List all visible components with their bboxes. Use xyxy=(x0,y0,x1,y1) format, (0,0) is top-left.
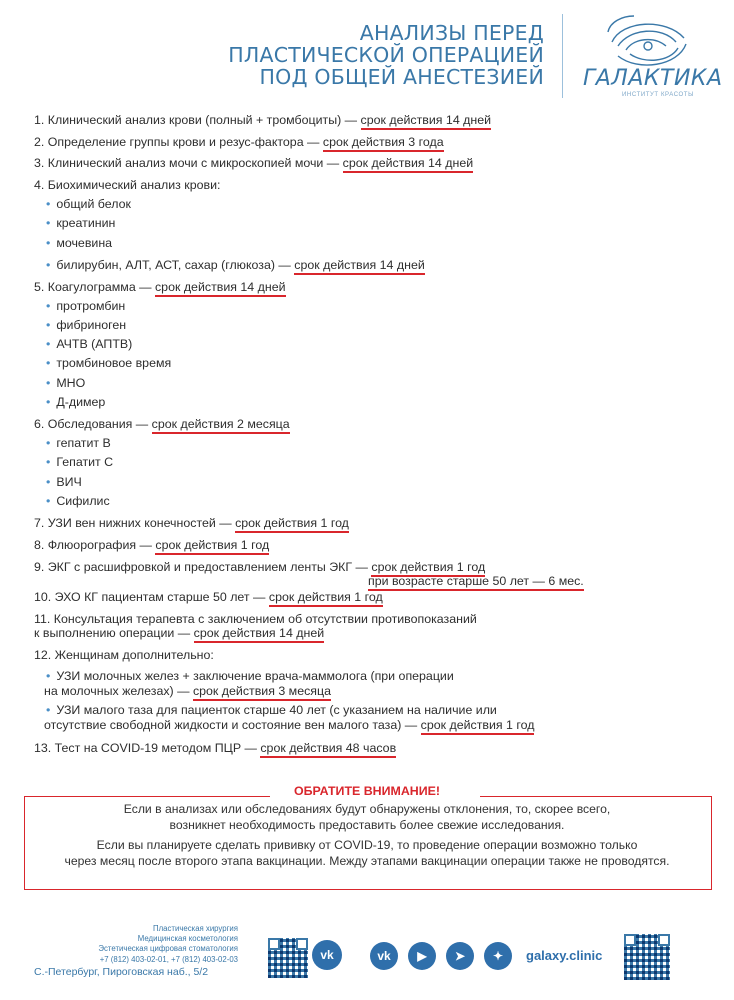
list-item-text: ВИЧ xyxy=(56,475,82,489)
youtube-icon[interactable]: ▶ xyxy=(408,942,436,970)
list-item xyxy=(46,669,454,683)
list-item-text: на молочных железах) — xyxy=(44,684,193,698)
validity-period: срок действия 3 года xyxy=(323,135,444,152)
validity-period: срок действия 14 дней xyxy=(294,258,425,275)
logo-subtitle: ИНСТИТУТ КРАСОТЫ xyxy=(622,92,694,98)
bullet-icon: • xyxy=(46,395,51,409)
bullet-icon: • xyxy=(46,216,51,230)
list-item xyxy=(368,574,584,588)
list-item xyxy=(34,590,383,604)
list-item xyxy=(34,538,269,552)
star-icon[interactable]: ✦ xyxy=(484,942,512,970)
bullet-icon: • xyxy=(46,436,51,450)
bullet-icon: • xyxy=(46,455,51,469)
bullet-icon: • xyxy=(46,337,51,351)
list-item xyxy=(46,455,113,469)
title-line-2: ПЛАСТИЧЕСКОЙ ОПЕРАЦИЕЙ xyxy=(228,43,544,67)
notice-text-2: возникнет необходимость предоставить более свежие исследования. xyxy=(169,818,565,832)
list-item-text: 7. УЗИ вен нижних конечностей — xyxy=(34,516,236,530)
qr-code-icon[interactable] xyxy=(624,934,670,980)
notice-text-1: Если в анализах или обследованиях будут обнаружены отклонения, то, скорее всего, xyxy=(123,802,611,816)
validity-period: при возрасте старше 50 лет — 6 мес. xyxy=(368,574,584,591)
footer-service-2: Медицинская косметология xyxy=(137,934,238,944)
list-item-text: 8. Флюорография — xyxy=(34,538,156,552)
list-item-text: тромбиновое время xyxy=(56,356,172,370)
validity-period: срок действия 2 месяца xyxy=(152,417,290,434)
bullet-icon: • xyxy=(46,356,51,370)
bullet-icon: • xyxy=(46,197,51,211)
validity-period: срок действия 14 дней xyxy=(155,280,286,297)
validity-period: срок действия 1 год xyxy=(269,590,383,607)
validity-period: срок действия 1 год xyxy=(371,560,485,577)
bullet-icon: • xyxy=(46,475,51,489)
list-item xyxy=(34,113,491,127)
list-item-text: фибриноген xyxy=(56,318,127,332)
list-item xyxy=(34,178,220,192)
list-item-text: МНО xyxy=(56,376,86,390)
list-item-text: протромбин xyxy=(56,299,126,313)
list-item-text: общий белок xyxy=(56,197,131,211)
list-item xyxy=(44,718,534,732)
validity-period: срок действия 14 дней xyxy=(194,626,325,643)
list-item-text: билирубин, АЛТ, АСТ, сахар (глюкоза) — xyxy=(56,258,295,272)
list-item-text: УЗИ молочных желез + заключение врача-маммолога (при операции xyxy=(56,669,454,683)
title-divider xyxy=(562,14,563,98)
bullet-icon: • xyxy=(46,299,51,313)
list-item xyxy=(34,516,349,530)
list-item xyxy=(46,395,105,409)
list-item-text: 2. Определение группы крови и резус-фактора — xyxy=(34,135,323,149)
footer-phones: +7 (812) 403-02-01, +7 (812) 403-02-03 xyxy=(99,954,238,964)
list-item xyxy=(46,258,425,272)
title-line-3: ПОД ОБЩЕЙ АНЕСТЕЗИЕЙ xyxy=(259,65,544,89)
list-item xyxy=(34,741,396,755)
bullet-icon: • xyxy=(46,494,51,508)
vk-icon[interactable]: vk xyxy=(312,940,342,970)
list-item xyxy=(46,376,85,390)
list-item xyxy=(46,494,110,508)
list-item xyxy=(34,156,473,170)
validity-period: срок действия 1 год xyxy=(421,718,535,735)
footer-service-1: Пластическая хирургия xyxy=(153,924,238,933)
list-item-text: 12. Женщинам дополнительно: xyxy=(34,648,214,662)
list-item xyxy=(46,703,497,717)
bullet-icon: • xyxy=(46,669,51,683)
list-item xyxy=(46,318,126,332)
title-line-1: АНАЛИЗЫ ПЕРЕД xyxy=(359,21,544,45)
website-link[interactable]: galaxy.clinic xyxy=(526,948,603,963)
list-item-text: 4. Биохимический анализ крови: xyxy=(34,178,221,192)
validity-period: срок действия 3 месяца xyxy=(193,684,331,701)
vk-icon[interactable]: vk xyxy=(370,942,398,970)
list-item-text: отсутствие свободной жидкости и состояние вен малого таза) — xyxy=(44,718,421,732)
telegram-icon[interactable]: ➤ xyxy=(446,942,474,970)
list-item xyxy=(46,236,112,250)
validity-period: срок действия 14 дней xyxy=(361,113,492,130)
list-item xyxy=(46,216,115,230)
notice-text-4: через месяц после второго этапа вакцинации. Между этапами вакцинации операции также не проводятся. xyxy=(64,854,670,868)
list-item xyxy=(34,417,290,431)
footer-service-3: Эстетическая цифровая стоматология xyxy=(98,944,238,954)
list-item-text: 3. Клинический анализ мочи с микроскопией мочи — xyxy=(34,156,343,170)
list-item-text: 1. Клинический анализ крови (полный + тромбоциты) — xyxy=(34,113,361,127)
list-item-text: креатинин xyxy=(56,216,116,230)
list-item-text: 6. Обследования — xyxy=(34,417,152,431)
qr-code-icon[interactable] xyxy=(268,938,308,978)
validity-period: срок действия 48 часов xyxy=(260,741,396,758)
list-item-text: гепатит В xyxy=(56,436,111,450)
bullet-icon: • xyxy=(46,703,51,717)
list-item-text: 11. Консультация терапевта с заключением об отсутствии противопоказаний xyxy=(34,612,477,626)
list-item xyxy=(34,135,444,149)
list-item-text: АЧТВ (АПТВ) xyxy=(56,337,133,351)
list-item xyxy=(46,436,111,450)
list-item-text: 5. Коагулограмма — xyxy=(34,280,155,294)
list-item xyxy=(44,684,331,698)
list-item-text: УЗИ малого таза для пациенток старше 40 лет (с указанием на наличие или xyxy=(56,703,497,717)
validity-period: срок действия 1 год xyxy=(235,516,349,533)
list-item-text: к выполнению операции — xyxy=(34,626,194,640)
list-item-text: мочевина xyxy=(56,236,113,250)
validity-period: срок действия 14 дней xyxy=(343,156,474,173)
bullet-icon: • xyxy=(46,376,51,390)
list-item-text: 13. Тест на COVID-19 методом ПЦР — xyxy=(34,741,261,755)
footer-services xyxy=(98,924,238,965)
list-item xyxy=(46,337,132,351)
list-item xyxy=(46,197,131,211)
bullet-icon: • xyxy=(46,236,51,250)
list-item-text: Д-димер xyxy=(56,395,106,409)
list-item xyxy=(46,299,125,313)
notice-text-3: Если вы планируете сделать прививку от COVID-19, то проведение операции возможно только xyxy=(96,838,638,852)
bullet-icon: • xyxy=(46,318,51,332)
list-item-text: Гепатит С xyxy=(56,455,114,469)
list-item xyxy=(34,648,214,662)
list-item xyxy=(34,626,324,640)
list-item xyxy=(34,560,485,574)
bullet-icon: • xyxy=(46,258,51,272)
list-item xyxy=(46,356,171,370)
list-item-text: 9. ЭКГ с расшифровкой и предоставлением ленты ЭКГ — xyxy=(34,560,372,574)
list-item xyxy=(46,475,82,489)
list-item xyxy=(34,612,477,626)
notice-title: ОБРАТИТЕ ВНИМАНИЕ! xyxy=(293,784,441,798)
logo-name: ГАЛАКТИКА xyxy=(583,66,723,91)
list-item-text: Сифилис xyxy=(56,494,110,508)
validity-period: срок действия 1 год xyxy=(155,538,269,555)
list-item xyxy=(34,280,286,294)
page-title xyxy=(228,22,544,88)
list-item-text: 10. ЭХО КГ пациентам старше 50 лет — xyxy=(34,590,269,604)
footer-address: С.-Петербург, Пироговская наб., 5/2 xyxy=(34,966,209,978)
